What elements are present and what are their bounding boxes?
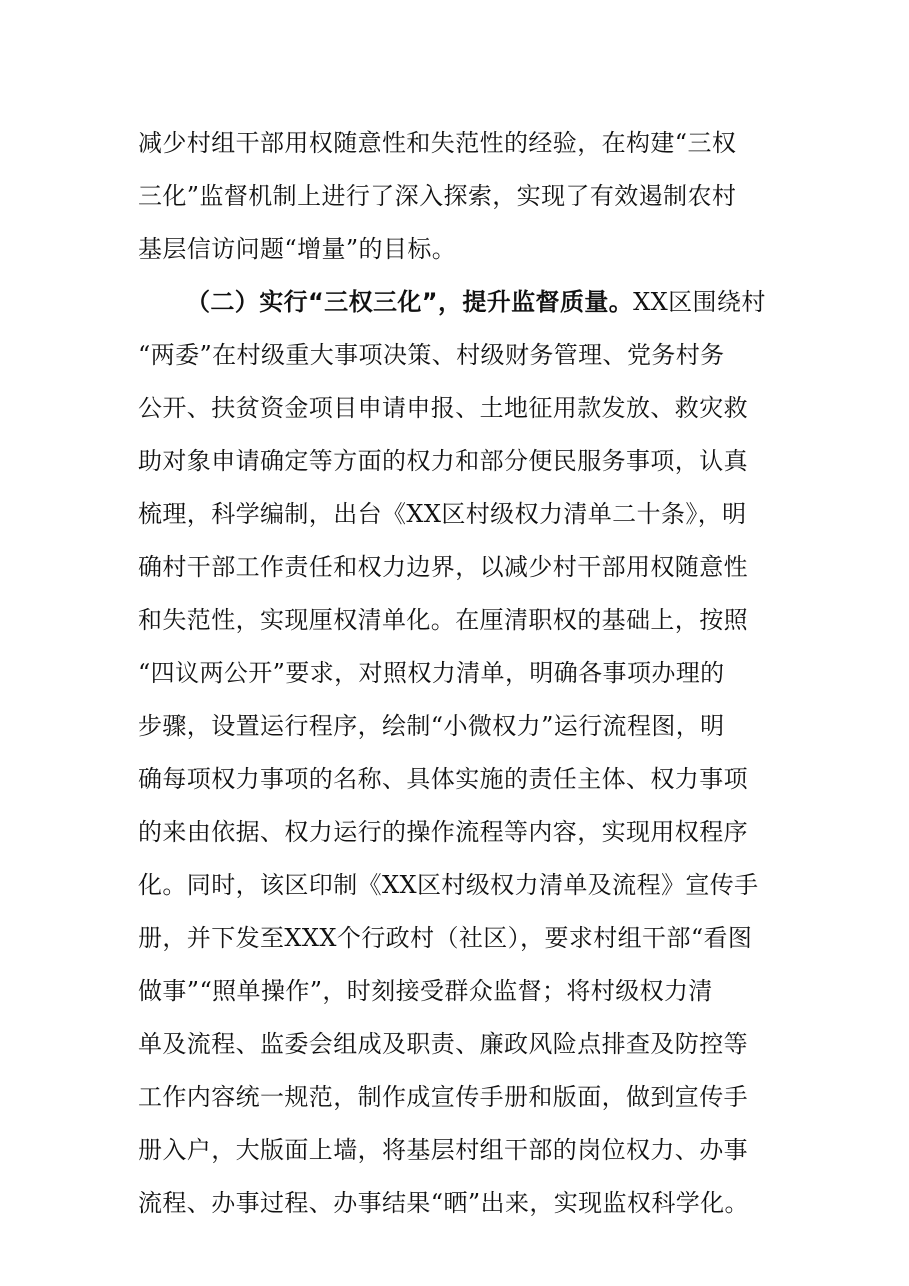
paragraph-2-first-line [186, 290, 766, 314]
paragraph-2-line: 工作内容统一规范，制作成宣传手册和版面，做到宣传手 [138, 1083, 748, 1111]
paragraph-1-line-2: 三化”监督机制上进行了深入探索，实现了有效遏制农村 [138, 182, 737, 210]
paragraph-2-line: 单及流程、监委会组成及职责、廉政风险点排查及防控等 [138, 1030, 748, 1058]
paragraph-2-line: 确每项权力事项的名称、具体实施的责任主体、权力事项 [138, 765, 748, 793]
paragraph-2-line: 流程、办事过程、办事结果“晒”出来，实现监权科学化。 [138, 1189, 749, 1217]
paragraph-2-line: 和失范性，实现厘权清单化。在厘清职权的基础上，按照 [138, 606, 748, 634]
paragraph-2-line: 化。同时，该区印制《XX区村级权力清单及流程》宣传手 [138, 871, 759, 899]
paragraph-2-line: “四议两公开”要求，对照权力清单，明确各事项办理的 [138, 659, 725, 687]
paragraph-2-line: 确村干部工作责任和权力边界，以减少村干部用权随意性 [138, 553, 748, 581]
paragraph-2-line: 的来由依据、权力运行的操作流程等内容，实现用权程序 [138, 818, 748, 846]
paragraph-2-line: 梳理，科学编制，出台《XX区村级权力清单二十条》，明 [138, 500, 747, 528]
paragraph-2-line: 册，并下发至XXX个行政村（社区），要求村组干部“看图 [138, 924, 753, 952]
paragraph-2-line: 助对象申请确定等方面的权力和部分便民服务事项，认真 [138, 447, 748, 475]
paragraph-2-line: 公开、扶贫资金项目申请申报、土地征用款发放、救灾救 [138, 394, 748, 422]
paragraph-1-line-3: 基层信访问题“增量”的目标。 [138, 235, 457, 263]
paragraph-2-line: “两委”在村级重大事项决策、村级财务管理、党务村务 [138, 341, 725, 369]
paragraph-2-line: 做事”“照单操作”，时刻接受群众监督；将村级权力清 [138, 977, 713, 1005]
section-heading: （二）实行“三权三化”，提升监督质量。 [186, 288, 634, 316]
paragraph-2-line: 册入户，大版面上墙，将基层村组干部的岗位权力、办事 [138, 1136, 748, 1164]
paragraph-1-line-1: 减少村组干部用权随意性和失范性的经验，在构建“三权 [138, 129, 737, 157]
paragraph-2-first-line-text: XX区围绕村 [633, 288, 766, 316]
paragraph-2-line: 步骤，设置运行程序，绘制“小微权力”运行流程图，明 [138, 712, 725, 740]
